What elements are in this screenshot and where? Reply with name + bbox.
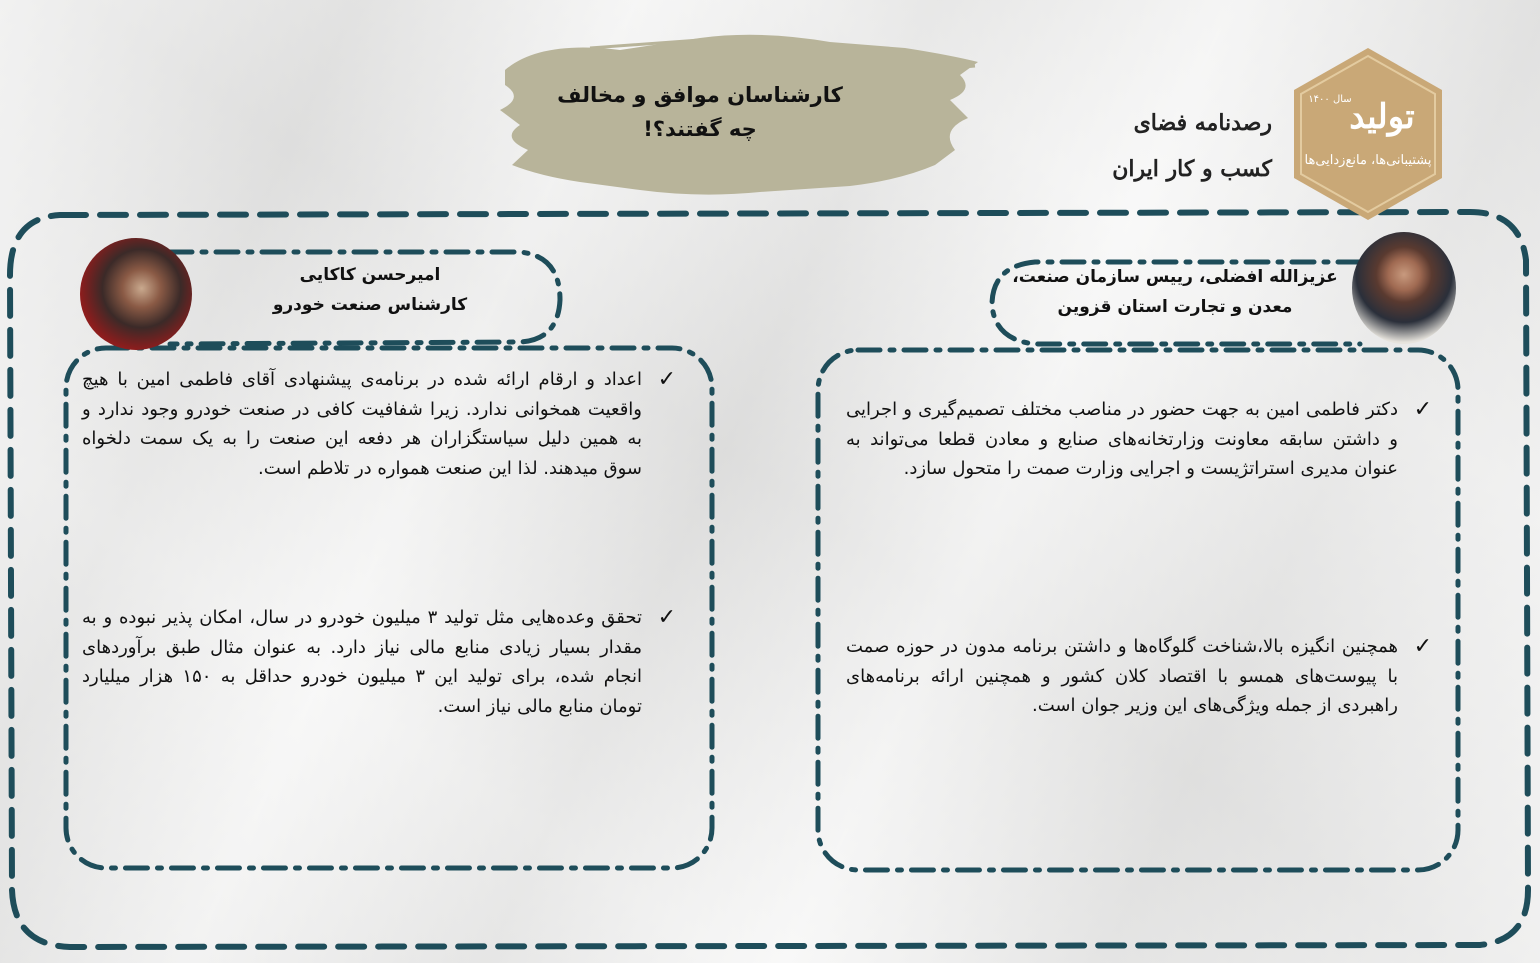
brand-line2: کسب و کار ایران: [1112, 156, 1272, 182]
check-icon: ✓: [657, 367, 676, 392]
brand-logo: [1290, 46, 1446, 222]
expert-left-avatar: [80, 238, 192, 350]
expert-left-name-block: [190, 260, 550, 320]
expert-right-avatar: [1352, 232, 1456, 344]
logo-title: تولید: [1349, 97, 1415, 137]
brand-line1: رصدنامه فضای: [1133, 110, 1272, 136]
check-icon: ✓: [1413, 397, 1432, 422]
expert-right-point: [846, 632, 1432, 721]
brand-text: [1092, 100, 1272, 195]
page-title-line2: چه گفتند؟!: [643, 117, 757, 141]
expert-right-point: [846, 395, 1432, 484]
expert-right-name-block: [1000, 262, 1350, 322]
logo-year: سال ۱۴۰۰: [1308, 94, 1352, 105]
expert-left-point-text: اعداد و ارقام ارائه شده در برنامه‌ی پیشنهادی آقای فاطمی امین با هیچ واقعیت همخوانی ندارد. زیرا شفافیت کافی در صنعت خودرو وجود ندارد و به همین دلیل سیاستگزاران هر دفعه این صنعت را به یک سمت دلخواه سوق میدهند. لذا این صنعت همواره در تلاطم است.: [82, 369, 642, 479]
expert-left-name: امیرحسن کاکایی: [299, 265, 441, 285]
page-title-line1: کارشناسان موافق و مخالف: [557, 83, 843, 107]
expert-left-point-text: تحقق وعده‌هایی مثل تولید ۳ میلیون خودرو در سال، امکان پذیر نبوده و به مقدار بسیار زیادی منابع مالی نیاز دارد. به عنوان مثال طبق برآوردهای انجام شده، برای تولید این ۳ میلیون خودرو حداقل به ۱۵۰ هزار میلیارد تومان منابع مالی نیاز است.: [82, 607, 643, 717]
expert-right-name-line1: عزیزالله افضلی، رییس سازمان صنعت،: [1012, 267, 1338, 287]
logo-subtitle: پشتیبانی‌ها، مانع‌زدایی‌ها: [1304, 153, 1432, 168]
expert-left-role: کارشناس صنعت خودرو: [272, 295, 468, 315]
expert-right-point-text: دکتر فاطمی امین به جهت حضور در مناصب مختلف تصمیم‌گیری و اجرایی و داشتن سابقه معاونت وزارتخانه‌های صنایع و معادن قطعا می‌تواند به عنوان مدیری استراتژیست و اجرایی وزارت صمت را متحول سازد.: [846, 399, 1398, 479]
page-title: [540, 78, 860, 168]
check-icon: ✓: [1413, 634, 1432, 659]
outer-frame: [10, 212, 1528, 947]
check-icon: ✓: [657, 605, 676, 630]
expert-left-point: [82, 603, 676, 721]
expert-left-point: [82, 365, 676, 483]
expert-right-point-text: همچنین انگیزه بالا،شناخت گلوگاه‌ها و داشتن برنامه مدون در حوزه صمت با پیوست‌های همسو با اقتصاد کلان کشور و همچنین ارائه برنامه‌های راهبردی از جمله ویژگی‌های این وزیر جوان است.: [846, 636, 1398, 716]
expert-right-name-line2: معدن و تجارت استان قزوین: [1057, 297, 1293, 317]
